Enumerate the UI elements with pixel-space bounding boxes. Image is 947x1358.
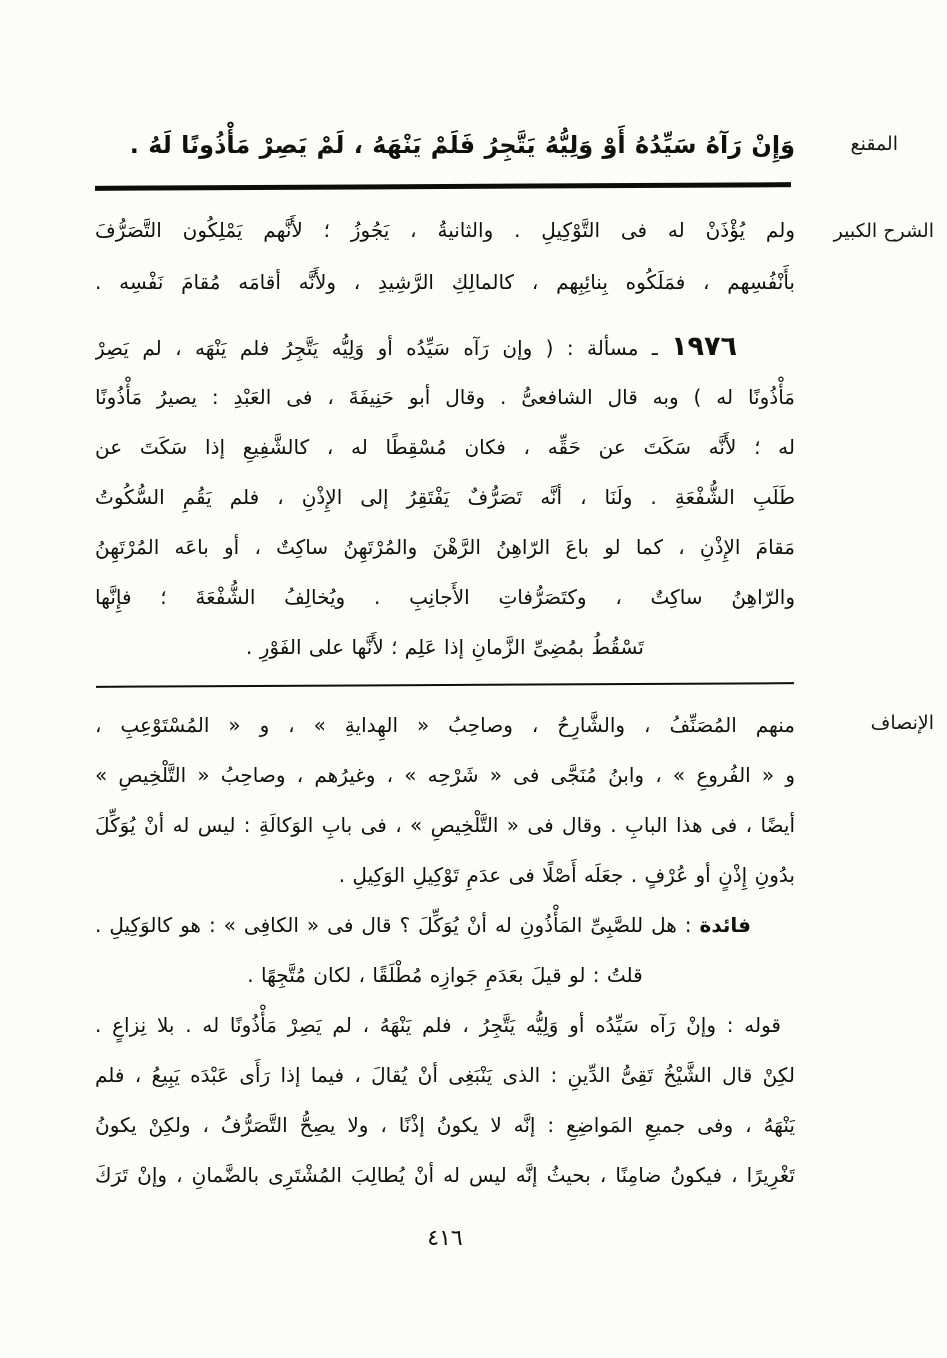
faida-first-line-text: : هل للصَّبِىِّ المَأْذُونِ له أنْ يُوَكِّلَ ؟ قال فى « الكافِى » : هو كالوَكِيلِ .: [95, 913, 692, 937]
masala-number: ١٩٧٦: [671, 331, 737, 362]
margin-label-sharh-kabir: الشرح الكبير: [833, 220, 934, 242]
quluhu-line: قوله : وإنْ رَآه سَيِّدُه أو وَلِيُّه يَتَّجِرُ ، فلم يَنْهَهُ ، لم يَصِرْ مَأْذُونًا له . بلا نِزاعٍ .: [95, 1013, 781, 1037]
faida-keyword: فائدة: [699, 913, 752, 937]
matn-line: وَإِنْ رَآهُ سَيِّدُهُ أَوْ وَلِيُّهُ يَتَّجِرُ فَلَمْ يَنْهَهُ ، لَمْ يَصِرْ مَأْذُونًا لَهُ .: [129, 131, 795, 159]
insaf-last-line: بدُونِ إِذْنٍ أو عُرْفٍ . جعَلَه أَصْلًا فى عدَمِ تَوْكِيلِ الوَكِيلِ .: [338, 863, 795, 887]
margin-label-muqni: المقنع: [850, 133, 898, 155]
insaf-line: منهم المُصَنِّفُ ، والشَّارِحُ ، وصاحِبُ « الهِدايةِ » ، و « المُسْتَوْعِبِ ،: [95, 713, 795, 737]
masala-line: والرّاهِنُ ساكِتٌ ، وكتَصَرُّفاتِ الأَجانِبِ . ويُخالِفُ الشُّفْعَةَ ؛ فإِنَّها: [95, 585, 795, 609]
faida-last-line: قلتُ : لو قيلَ بعَدَمِ جَوازِه مُطْلَقًا ، لكان مُتَّجِهًا .: [247, 963, 643, 987]
masala-line: له ؛ لأَنَّه سَكَتَ عن حَقِّه ، فكان مُسْقِطًا له ، كالشَّفِيعِ إذا سَكَتَ عن: [95, 435, 795, 459]
margin-label-insaf: الإنصاف: [870, 712, 934, 734]
masala-line: مَقامَ الإِذْنِ ، كما لو باعَ الرّاهِنُ الرَّهْنَ والمُرْتَهِنُ ساكِتٌ ، أو باعَه المُرْتَهِنُ: [95, 535, 795, 559]
masala-block: [95, 322, 795, 672]
quluhu-line: لكِنْ قال الشَّيْخُ تَقِىُّ الدِّينِ : الذى يَنْبَغِى أنْ يُقالَ ، فيما إذا رَأَى عَبْدَه يَبِيعُ ، فلم: [95, 1063, 795, 1087]
insaf-block: [95, 700, 795, 900]
quluhu-line: يَنْهَهُ ، وفى جميعِ المَواضِعِ : إنَّه لا يكونُ إذْنًا ، ولا يصِحُّ التَّصَرُّفُ ، ولكِنْ يكونُ: [95, 1113, 795, 1137]
insaf-line: أيضًا ، فى هذا البابِ . وقال فى « التَّلْخِيصِ » ، فى بابِ الوَكالَةِ : ليس له أنْ يُوَكِّلَ: [95, 813, 795, 837]
sharh-kabir-block: [95, 204, 795, 308]
matn-block: [95, 116, 795, 174]
masala-first-line-text: ـ مسألة : ( وإن رَآه سَيِّدُه أو وَلِيُّه يَتَّجِرُ فلم يَنْهَه ، لم يَصِرْ: [95, 336, 658, 360]
quluhu-block: [95, 1000, 795, 1200]
faida-first-line: [95, 900, 795, 950]
masala-line: مَأْذُونًا له ) وبه قال الشافعىُّ . وقال أبو حَنِيفَةَ ، فى العَبْدِ : يصيرُ مَأْذُونًا: [95, 385, 795, 409]
separator-rule-thick: [95, 182, 791, 191]
masala-first-line: [95, 322, 795, 372]
masala-line: طَلَبِ الشُّفْعَةِ . ولَنَا ، أنَّه تَصَرُّفٌ يَفْتَقِرُ إلى الإِذْنِ ، فلم يَقُمِ السُّكُوتُ: [95, 485, 795, 509]
quluhu-line: تَغْرِيرًا ، فيكونُ ضامِنًا ، بحيثُ إنَّه ليس له أنْ يُطالِبَ المُشْتَرِى بالضَّمانِ ، وإنْ تَرَكَ: [95, 1163, 795, 1187]
separator-rule-thin: [96, 682, 794, 688]
masala-last-line: تَسْقُطُ بمُضِىِّ الزَّمانِ إذا عَلِم ؛ لأَنَّها على الفَوْرِ .: [246, 635, 644, 659]
faida-block: [95, 900, 795, 1000]
insaf-line: و « الفُروعِ » ، وابنُ مُنَجَّى فى « شَرْحِه » ، وغيرُهم ، وصاحِبُ « التَّلْخِيصِ »: [95, 763, 795, 787]
sharh-line: بأَنْفُسِهم ، فمَلَكُوه بِنائِبِهم ، كالمالِكِ الرَّشِيدِ ، ولأَنَّه أقامَه مُقامَ نَفْسِه .: [95, 270, 795, 294]
sharh-line: ولم يُؤْذَنْ له فى التَّوْكِيلِ . والثانيةُ ، يَجُوزُ ؛ لأَنَّهم يَمْلِكُون التَّصَرُّفَ: [95, 218, 795, 242]
page-number: ٤١٦: [427, 1226, 463, 1251]
